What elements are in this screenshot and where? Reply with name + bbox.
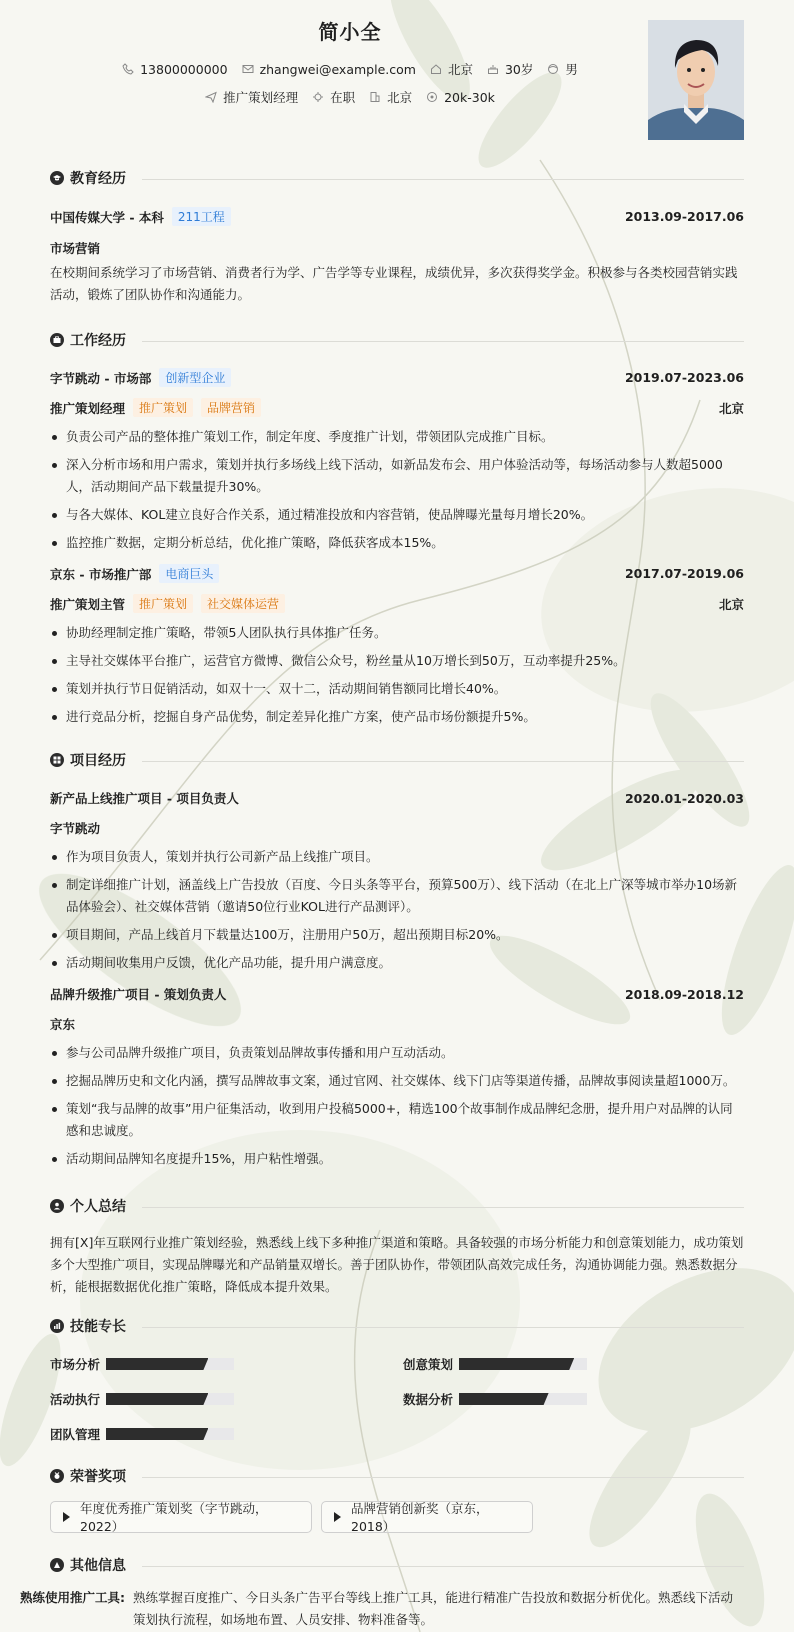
major: 市场营销	[50, 241, 101, 256]
project-name: 品牌升级推广项目 - 策划负责人	[50, 987, 227, 1002]
skill-bar-fill	[459, 1393, 549, 1405]
list-item: 协助经理制定推广策略，带领5人团队执行具体推广任务。	[50, 622, 744, 644]
skill-item	[50, 1390, 234, 1408]
skill-bar	[459, 1358, 587, 1370]
list-item: 主导社交媒体平台推广，运营官方微博、微信公众号，粉丝量从10万增长到50万，互动率提升25%。	[50, 650, 744, 672]
phone-number: 13800000000	[140, 61, 228, 77]
info-icon	[50, 1558, 64, 1572]
cake-icon	[487, 63, 499, 75]
project-date: 2018.09-2018.12	[624, 986, 744, 1002]
company-tag: 电商巨头	[159, 564, 219, 583]
company-name: 字节跳动 - 市场部	[50, 370, 152, 386]
section-title: 技能专长	[70, 1319, 126, 1335]
project-org: 字节跳动	[50, 821, 101, 836]
avatar-portrait	[648, 20, 744, 140]
list-item: 挖掘品牌历史和文化内涵，撰写品牌故事文案，通过官网、社交媒体、线下门店等渠道传播，品牌故事阅读量超1000万。	[50, 1070, 744, 1092]
job-date: 2017.07-2019.06	[624, 566, 744, 581]
skill-item	[403, 1390, 587, 1408]
section-other	[50, 1555, 126, 1575]
expected-salary: 20k-30k	[444, 89, 495, 105]
mail-icon	[242, 63, 254, 75]
age-info	[487, 60, 533, 78]
skill-bar-fill	[459, 1358, 574, 1370]
job-intent-row	[0, 88, 700, 106]
list-item: 深入分析市场和用户需求，策划并执行多场线上线下活动，如新品发布会、用户体验活动等，每场活动参与人数超5000人，活动期间产品下载量提升30%。	[50, 454, 744, 498]
list-item: 活动期间收集用户反馈，优化产品功能，提升用户满意度。	[50, 952, 744, 974]
skill-name: 数据分析	[403, 1392, 454, 1407]
other-info-key: 熟练使用推广工具:	[20, 1590, 125, 1605]
skill-name: 创意策划	[403, 1357, 454, 1372]
section-title: 荣誉奖项	[70, 1469, 126, 1485]
list-item: 策划并执行节日促销活动，如双十一、双十二，活动期间销售额同比增长40%。	[50, 678, 744, 700]
skill-bar-fill	[106, 1393, 208, 1405]
job-info	[205, 88, 298, 106]
project-org-row	[50, 819, 744, 837]
skill-bar	[106, 1428, 234, 1440]
project-date: 2020.01-2020.03	[624, 790, 744, 806]
other-info-row	[20, 1587, 744, 1631]
section-title: 项目经历	[70, 753, 126, 769]
project-name: 新产品上线推广项目 - 项目负责人	[50, 791, 239, 806]
company-tag: 创新型企业	[159, 368, 231, 387]
skill-bar-fill	[106, 1358, 208, 1370]
skill-item	[50, 1355, 234, 1373]
skill-item	[403, 1355, 587, 1373]
role-tag: 推广策划	[133, 398, 193, 417]
school-name: 中国传媒大学 - 本科	[50, 209, 164, 225]
list-item: 项目期间，产品上线首月下载量达100万，注册用户50万，超出预期目标20%。	[50, 924, 744, 946]
section-title: 工作经历	[70, 333, 126, 349]
award-text: 年度优秀推广策划奖（字节跳动，2022）	[80, 1501, 268, 1534]
section-title: 其他信息	[70, 1558, 126, 1574]
section-title: 个人总结	[70, 1199, 126, 1215]
job-role: 推广策划主管	[50, 596, 126, 612]
education-description: 在校期间系统学习了市场营销、消费者行为学、广告学等专业课程，成绩优异，多次获得奖学金。积极参与各类校园营销实践活动，锻炼了团队协作和沟通能力。	[50, 265, 738, 302]
section-divider	[142, 1477, 744, 1478]
city-info	[430, 60, 473, 78]
phone-info	[122, 60, 227, 78]
medal-icon	[50, 1469, 64, 1483]
section-work	[50, 330, 126, 350]
email-address: zhangwei@example.com	[259, 61, 416, 77]
role-tag: 推广策划	[133, 594, 193, 613]
skill-name: 市场分析	[50, 1357, 101, 1372]
city: 北京	[447, 62, 473, 77]
award-item	[50, 1501, 312, 1533]
section-projects	[50, 750, 126, 770]
role-tag: 品牌营销	[201, 398, 261, 417]
job-bullets	[50, 622, 744, 734]
skill-name: 活动执行	[50, 1392, 101, 1407]
project-header	[50, 985, 744, 1003]
section-summary	[50, 1196, 126, 1216]
status-info	[312, 88, 355, 106]
list-item: 负责公司产品的整体推广策划工作，制定年度、季度推广计划，带领团队完成推广目标。	[50, 426, 744, 448]
target-city-info	[369, 88, 412, 106]
project-org-row	[50, 1015, 744, 1033]
skill-item	[50, 1425, 234, 1443]
list-item: 制定详细推广计划，涵盖线上广告投放（百度、今日头条等平台，预算500万）、线下活动（在北上广深等城市举办10场新品体验会）、社交媒体营销（邀请50位行业KOL进行产品测评）。	[50, 874, 744, 918]
skill-name: 团队管理	[50, 1427, 101, 1442]
project-bullets	[50, 846, 744, 980]
graduation-cap-icon	[50, 171, 64, 185]
skill-bar-fill	[106, 1428, 208, 1440]
award-item	[321, 1501, 533, 1533]
section-divider	[142, 1327, 744, 1328]
section-divider	[142, 341, 744, 342]
list-item: 作为项目负责人，策划并执行公司新产品上线推广项目。	[50, 846, 744, 868]
award-text: 品牌营销创新奖（京东，2018）	[351, 1501, 489, 1534]
other-info-value: 熟练掌握百度推广、今日头条广告平台等线上推广工具，能进行精准广告投放和数据分析优化。熟悉线下活动策划执行流程，如场地布置、人员安排、物料准备等。	[133, 1590, 734, 1627]
user-icon	[50, 1199, 64, 1213]
bar-chart-icon	[50, 1319, 64, 1333]
project-org: 京东	[50, 1017, 76, 1032]
job-title: 推广策划经理	[223, 90, 299, 105]
gender-icon	[547, 63, 559, 75]
avatar	[648, 20, 744, 140]
list-item: 策划“我与品牌的故事”用户征集活动，收到用户投稿5000+，精选100个故事制作成品牌纪念册，提升用户对品牌的认同感和忠诚度。	[50, 1098, 744, 1142]
section-divider	[142, 1207, 744, 1208]
building-icon	[369, 91, 381, 103]
email-info	[242, 60, 416, 78]
job-header	[50, 368, 744, 387]
contact-row	[0, 60, 700, 78]
job-header	[50, 564, 744, 583]
section-title: 教育经历	[70, 171, 126, 187]
section-awards	[50, 1466, 126, 1486]
send-icon	[205, 91, 217, 103]
job-role-row	[50, 594, 744, 613]
section-divider	[142, 1566, 744, 1567]
gender-info	[547, 60, 578, 78]
project-bullets	[50, 1042, 744, 1176]
grid-icon	[50, 753, 64, 767]
education-row	[50, 207, 744, 226]
skill-bar	[459, 1393, 587, 1405]
section-education	[50, 168, 126, 188]
home-icon	[430, 63, 442, 75]
job-city: 北京	[718, 400, 744, 416]
job-bullets	[50, 426, 744, 560]
list-item: 进行竞品分析，挖掘自身产品优势，制定差异化推广方案，使产品市场份额提升5%。	[50, 706, 744, 728]
target-city: 北京	[387, 90, 413, 105]
list-item: 与各大媒体、KOL建立良好合作关系，通过精准投放和内容营销，使品牌曝光量每月增长20%。	[50, 504, 744, 526]
salary-info	[426, 88, 495, 106]
section-divider	[142, 761, 744, 762]
briefcase-icon	[50, 333, 64, 347]
age: 30岁	[504, 62, 534, 77]
job-role-row	[50, 398, 744, 417]
section-divider	[142, 179, 744, 180]
employment-status: 在职	[330, 90, 356, 105]
job-date: 2019.07-2023.06	[624, 370, 744, 385]
skill-bar	[106, 1393, 234, 1405]
status-icon	[312, 91, 324, 103]
coin-icon	[426, 91, 438, 103]
job-role: 推广策划经理	[50, 400, 126, 416]
list-item: 监控推广数据，定期分析总结，优化推广策略，降低获客成本15%。	[50, 532, 744, 554]
candidate-name: 简小全	[318, 20, 382, 44]
section-skills	[50, 1316, 126, 1336]
gender: 男	[565, 62, 578, 77]
school-tag: 211工程	[172, 207, 231, 226]
education-date: 2013.09-2017.06	[624, 209, 744, 224]
play-icon	[63, 1512, 70, 1522]
role-tag: 社交媒体运营	[201, 594, 285, 613]
list-item: 参与公司品牌升级推广项目，负责策划品牌故事传播和用户互动活动。	[50, 1042, 744, 1064]
list-item: 活动期间品牌知名度提升15%，用户粘性增强。	[50, 1148, 744, 1170]
phone-icon	[122, 63, 134, 75]
company-name: 京东 - 市场推广部	[50, 566, 152, 582]
project-header	[50, 789, 744, 807]
skill-bar	[106, 1358, 234, 1370]
job-city: 北京	[718, 596, 744, 612]
summary-text: 拥有[X]年互联网行业推广策划经验，熟悉线上线下多种推广渠道和策略。具备较强的市场分析能力和创意策划能力，成功策划多个大型推广项目，实现品牌曝光和产品销量双增长。善于团队协作，带领团队高效完成任务，沟通协调能力强。熟悉数据分析，能根据数据优化推广策略，降低成本提升效果。	[50, 1235, 744, 1294]
major-row	[50, 239, 744, 257]
play-icon	[334, 1512, 341, 1522]
